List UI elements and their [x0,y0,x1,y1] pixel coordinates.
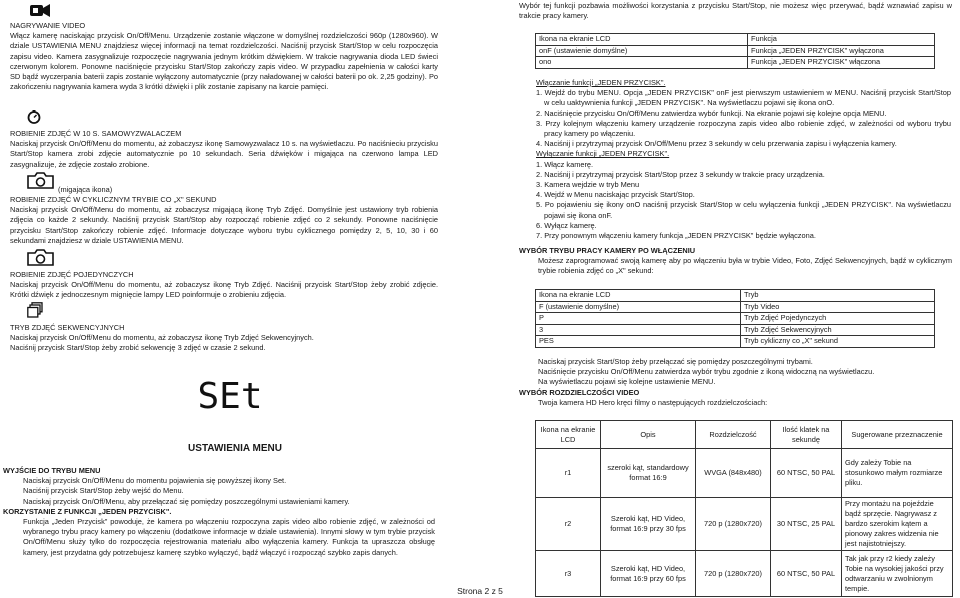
off-step: 7. Przy ponownym włączeniu kamery funkcja „JEDEN PRZYCISK" będzie wyłączona. [536,231,816,241]
table-cell: 3 [536,324,741,336]
exit-menu-section [3,466,435,558]
single-section [10,270,438,301]
sequence-line-1: Naciskaj przycisk On/Off/Menu do momentu, aż zobaczysz ikonę Tryb Zdjęć Sekwencyjnych. [10,333,314,343]
table-cell: P [536,313,741,325]
settings-title: USTAWIENIA MENU [188,443,282,454]
one-button-on-section [536,78,951,241]
table-row [536,313,935,325]
table-cell: szeroki kąt, standardowy format 16:9 [601,449,696,498]
one-button-paragraph: Funkcja „Jeden Przycisk" powoduje, że kamera po włączeniu rozpoczyna zapis video albo robienie zdjęć, w zależności od wybranego trybu pracy kamery po włączeniu (dodatkowe informacje w dziale ustawienia). Innymi słowy w tym trybie przycisk On/Off/Menu służy tylko do rozpoczęcia rejestrowania materiału albo wyłączenia kamery. Funkcja ta upraszcza obsługę kamery, jest przydatna gdy potrzebujesz kamerę szybko wyłączyć, bądź włączyć i rozpocząć szybko zapis danych. [23,517,435,557]
table-row [536,57,935,69]
mode-after-line: Na wyświetlaczu pojawi się kolejne ustawienie MENU. [538,377,716,387]
off-step: 2. Naciśnij i przytrzymaj przycisk Start/Stop przez 3 sekundy w trakcie pracy urządzenia. [536,169,825,179]
exit-line-2: Naciśnij przycisk Start/Stop żeby wejść do Menu. [23,486,184,496]
on-step: 1. Wejdź do trybu MENU. Opcja „JEDEN PRZYCISK" onF jest pierwszym ustawieniem w MENU. Naciśnij przycisk Start/Stop w celu uaktywnienia funkcji „JEDEN PRZYCISK". Na wyświetlaczu pojawi się ikona onO. [536,88,951,108]
mode-heading: WYBÓR TRYBU PRACY KAMERY PO WŁĄCZENIU [519,246,696,255]
table-row [536,449,953,498]
video-heading: NAGRYWANIE VIDEO [10,21,86,30]
burst-section [10,195,438,246]
table-cell: Szeroki kąt, HD Video, format 16:9 przy 30 fps [601,498,696,551]
table-header-cell: Ikona na ekranie LCD [536,421,601,449]
off-step: 5. Po pojawieniu się ikony onO naciśnij przycisk Start/Stop w celu wyłączenia funkcji „JEDEN PRZYCISK". Na wyświetlaczu pojawi się ikona onF. [536,200,951,220]
table-cell: Funkcja [748,34,935,46]
table-cell: Tryb Zdjęć Sekwencyjnych [741,324,935,336]
video-section [10,21,438,92]
mode-after-line: Naciśnięcie przycisku On/Off/Menu zatwierdza wybór trybu zgodnie z ikoną widoczną na wyświetlaczu. [538,367,875,377]
table-row [536,551,953,597]
table-row [536,290,935,302]
table-header-cell: Opis [601,421,696,449]
timer-icon [27,110,41,124]
table-cell: Tryb cykliczny co „X" sekund [741,336,935,348]
table-cell: 30 NTSC, 25 PAL [771,498,842,551]
burst-paragraph: Naciskaj przycisk On/Off/Menu do momentu, aż zobaczysz migającą ikonę Tryb Zdjęć. Domyślnie jest ustawiony tryb robienia zdjęcia co każde 2 sekundy. Naciśnij przycisk Start/Stop aby rozpocząć robienie zdjęć co 2 sekundy. Ponowne naciśnięcie przycisku Start/Stop zakończy robienie zdjęć. Informacje dotyczące wyboru trybu cyklicznego pomiędzy 2, 5, 10, 30 i 60 sekundami znajdziesz w dziale USTAWIENIA MENU. [10,205,438,245]
table-cell: r3 [536,551,601,597]
table-cell: Ikona na ekranie LCD [536,290,741,302]
table-cell: 60 NTSC, 50 PAL [771,551,842,597]
resolution-section [519,357,952,408]
table-row [536,498,953,551]
table-cell: 720 p (1280x720) [696,498,771,551]
timer-paragraph: Naciskaj przycisk On/Off/Menu do momentu, aż zobaczysz ikonę Samowyzwalacz 10 s. na wyświetlaczu. Po naciśnieciu przycisku Start/Stop kamera zrobi zdjęcie automatycznie po 10 sekundach. Seria dźwięków i migająca na czerwono lampa LED zasygnalizuje, że zdjęcie zostało zrobione. [10,139,438,169]
table-cell: Funkcja „JEDEN PRZYCISK" włączona [748,57,935,69]
one-button-heading: KORZYSTANIE Z FUNKCJI „JEDEN PRZYCISK". [3,506,172,516]
table-cell: ono [536,57,748,69]
table-cell: r2 [536,498,601,551]
table-cell: 720 p (1280x720) [696,551,771,597]
off-heading: Wyłączanie funkcji „JEDEN PRZYCISK". [536,149,670,159]
exit-line-3: Naciskaj przycisk On/Off/Menu, aby przełączać się pomiędzy poszczególnymi ustawieniami kamery. [23,496,350,506]
single-heading: ROBIENIE ZDJĘĆ POJEDYNCZYCH [10,270,134,279]
burst-icon-caption: (migająca ikona) [58,185,113,194]
table-row [536,324,935,336]
off-step: 1. Włącz kamerę. [536,159,594,169]
one-button-table [535,33,935,69]
timer-section [10,129,438,170]
lcd-set-display [190,372,270,416]
lcd-set-text: SEt [197,376,263,416]
table-row [536,45,935,57]
on-step: 2. Naciśnięcie przycisku On/Off/Menu zatwierdza wybór funkcji. Na ekranie pojawi się kolejne opcja MENU. [536,108,887,118]
table-row [536,301,935,313]
sequence-line-2: Naciśnij przycisk Start/Stop żeby zrobić sekwencję 3 zdjęć w czasie 2 sekund. [10,343,266,353]
mode-after-line: Naciskaj przycisk Start/Stop żeby przełączać się pomiędzy poszczególnymi trybami. [538,357,813,366]
on-step: 4. Naciśnij i przytrzymaj przycisk On/Off/Menu przez 3 sekundy w celu przerwania zapisu i wyłączenia kamery. [536,139,897,149]
table-cell: WVGA (848x480) [696,449,771,498]
mode-table [535,289,935,348]
off-step: 3. Kamera wejdzie w tryb Menu [536,180,640,190]
timer-heading: ROBIENIE ZDJĘĆ W 10 S. SAMOWYZWALACZEM [10,129,182,138]
table-header-cell: Sugerowane przeznaczenie [842,421,953,449]
burst-heading: ROBIENIE ZDJĘĆ W CYKLICZNYM TRYBIE CO „X" SEKUND [10,195,217,204]
on-heading: Włączanie funkcji „JEDEN PRZYCISK". [536,78,666,87]
video-paragraph: Włącz kamerę naciskając przycisk On/Off/Menu. Urządzenie zostanie włączone w domyślnej rozdzielczości 960p (1280x960). W dziale USTAWIENIA MENU znajdziesz więcej informacji na temat rozdzielczości. Naciśnij przycisk Start/Stop w celu rozpoczęcia zapisu video. Kamera zasygnalizuje rozpoczęcie nagrywania jednym krótkim dźwiękiem. W trakcie nagrywania dioda LED świeci czerwonym kolorem. Ponowne naciśnięcie przycisku Start/Stop zakończy zapis video. W przypadku zapełnienia w całości karty SD bądź wyczerpania baterii zapis zostanie wyłączony automatycznie (przy naładowanej w całości baterii po ok. 2,25 godziny). Po zakończeniu nagrywania kamera wyda 3 krótki dźwięki i plik zostanie zapisany na karcie pamięci. [10,31,438,92]
mode-section [519,246,952,277]
camera-icon [27,249,54,266]
mode-paragraph: Możesz zaprogramować swoją kamerę aby po włączeniu była w trybie Video, Foto, Zdjęć Sekwencyjnych, bądź w cyklicznym trybie robienia zdjęć co „X" sekund: [538,256,952,276]
on-step: 3. Przy kolejnym włączeniu kamery urządzenie rozpoczyna zapis video albo robienie zdjęć, w zależności od wyboru trybu pracy kamery po włączeniu. [536,118,951,139]
table-cell: 60 NTSC, 50 PAL [771,449,842,498]
single-paragraph: Naciskaj przycisk On/Off/Menu do momentu, aż zobaczysz ikonę Tryb Zdjęć. Naciśnij przycisk Start/Stop żeby zrobić zdjęcie. Krótki dźwięk z jednoczesnym mignięcie lampy LED poinformuje o zrobieniu zdjęcia. [10,280,438,300]
sequence-section [10,323,438,354]
resolution-heading: WYBÓR ROZDZIELCZOŚCI VIDEO [519,387,640,397]
table-cell: Ikona na ekranie LCD [536,34,748,46]
table-cell: F (ustawienie domyślne) [536,301,741,313]
table-cell: Tryb Video [741,301,935,313]
exit-heading: WYJŚCIE DO TRYBU MENU [3,466,101,475]
table-cell: r1 [536,449,601,498]
camera-icon [27,172,54,189]
sequence-heading: TRYB ZDJĘĆ SEKWENCYJNYCH [10,323,125,332]
table-cell: onF (ustawienie domyślne) [536,45,748,57]
resolution-table [535,420,953,597]
resolution-paragraph: Twoja kamera HD Hero kręci filmy o następujących rozdzielczościach: [538,397,768,407]
table-header-cell: Rozdzielczość [696,421,771,449]
table-cell: Tak jak przy r2 kiedy zależy Tobie na wysokiej jakości przy odtwarzaniu w zwolnionym tempie. [842,551,953,597]
intro-text: Wybór tej funkcji pozbawia możliwości korzystania z przycisku Start/Stop, nie możesz więc przerywać, bądź wznawiać zapisu w trakcie pracy kamery. [519,1,952,21]
table-row [536,421,953,449]
table-cell: Przy montażu na pojeździe bądź sprzęcie. Nagrywasz z bardzo szerokim kątem a pionowy zakres widzenia nie jest najistotniejszy. [842,498,953,551]
off-step: 6. Wyłącz kamerę. [536,220,597,230]
table-row [536,34,935,46]
table-cell: Gdy zależy Tobie na stosunkowo małym rozmiarze pliku. [842,449,953,498]
one-button-intro [519,1,952,21]
table-cell: Tryb Zdjęć Pojedynczych [741,313,935,325]
table-header-cell: Ilość klatek na sekundę [771,421,842,449]
video-camera-icon [30,4,50,17]
table-cell: PES [536,336,741,348]
exit-line-1: Naciskaj przycisk On/Off/Menu do momentu pojawienia się powyższej ikony Set. [23,476,287,486]
page-number: Strona 2 z 5 [457,586,503,596]
table-row [536,336,935,348]
burst-photos-icon [27,302,43,318]
table-cell: Funkcja „JEDEN PRZYCISK" wyłączona [748,45,935,57]
table-cell: Tryb [741,290,935,302]
off-step: 4. Wejdź w Menu naciskając przycisk Start/Stop. [536,190,695,200]
table-cell: Szeroki kąt, HD Video, format 16:9 przy 60 fps [601,551,696,597]
